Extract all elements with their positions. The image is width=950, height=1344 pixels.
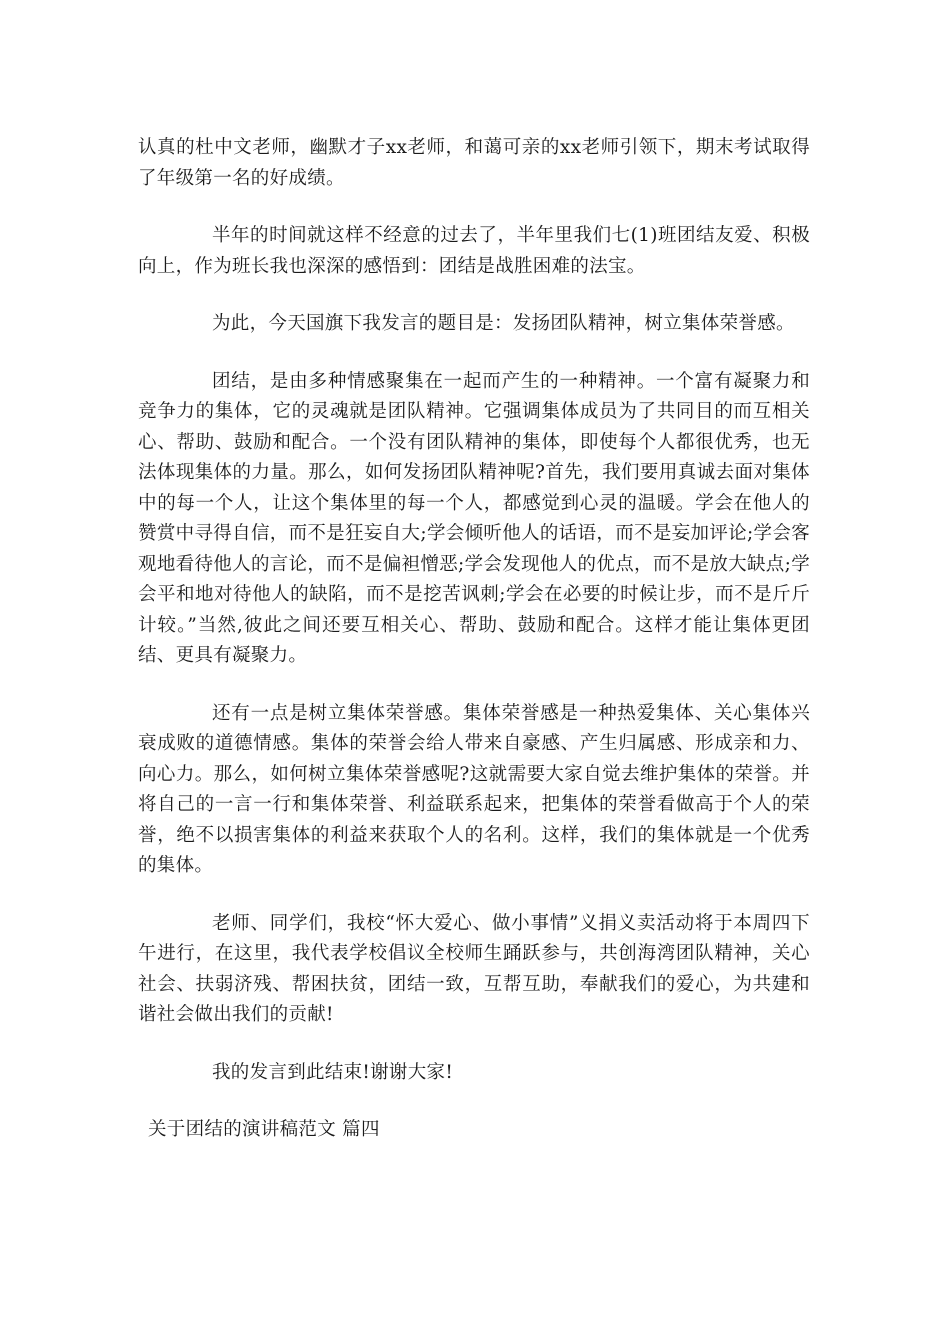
paragraph-closing: 我的发言到此结束!谢谢大家! bbox=[212, 1061, 454, 1083]
document-body bbox=[138, 133, 810, 1146]
paragraph-charity-appeal: 老师、同学们，我校“怀大爱心、做小事情”义捐义卖活动将于本周四下午进行，在这里，我代表学校倡议全校师生踊跃参与，共创海湾团队精神，关心社会、扶弱济残、帮困扶贫，团结一致，互帮互助，奉献我们的爱心，为共建和谐社会做出我们的贡献! bbox=[138, 912, 810, 1025]
paragraph-speech-topic: 为此，今天国旗下我发言的题目是：发扬团队精神，树立集体荣誉感。 bbox=[212, 313, 795, 334]
paragraph-continuation: 认真的杜中文老师，幽默才子xx老师，和蔼可亲的xx老师引领下，期末考试取得了年级第一名的好成绩。 bbox=[138, 137, 810, 189]
paragraph-collective-honor: 还有一点是树立集体荣誉感。集体荣誉感是一种热爱集体、关心集体兴衰成败的道德情感。集体的荣誉会给人带来自豪感、产生归属感、形成亲和力、向心力。那么，如何树立集体荣誉感呢?这就需要大家自觉去维护集体的荣誉。并将自己的一言一行和集体荣誉、利益联系起来，把集体的荣誉看做高于个人的荣誉，绝不以损害集体的利益来获取个人的名利。这样，我们的集体就是一个优秀的集体。 bbox=[138, 702, 810, 876]
paragraph-half-year: 半年的时间就这样不经意的过去了，半年里我们七(1)班团结友爱、积极向上，作为班长我也深深的感悟到：团结是战胜困难的法宝。 bbox=[138, 225, 810, 277]
paragraph-team-spirit: 团结，是由多种情感聚集在一起而产生的一种精神。一个富有凝聚力和竞争力的集体，它的灵魂就是团队精神。它强调集体成员为了共同目的而互相关心、帮助、鼓励和配合。一个没有团队精神的集体，即使每个人都很优秀，也无法体现集体的力量。那么，如何发扬团队精神呢?首先，我们要用真诚去面对集体中的每一个人，让这个集体里的每一个人，都感觉到心灵的温暖。学会在他人的赞赏中寻得自信，而不是狂妄自大;学会倾听他人的话语，而不是妄加评论;学会客观地看待他人的言论，而不是偏袒憎恶;学会发现他人的优点，而不是放大缺点;学会平和地对待他人的缺陷，而不是挖苦讽刺;学会在必要的时候让步，而不是斤斤计较。”当然,彼此之间还要互相关心、帮助、鼓励和配合。这样才能让集体更团结、更具有凝聚力。 bbox=[138, 370, 810, 666]
section-heading: 关于团结的演讲稿范文 篇四 bbox=[148, 1119, 380, 1140]
